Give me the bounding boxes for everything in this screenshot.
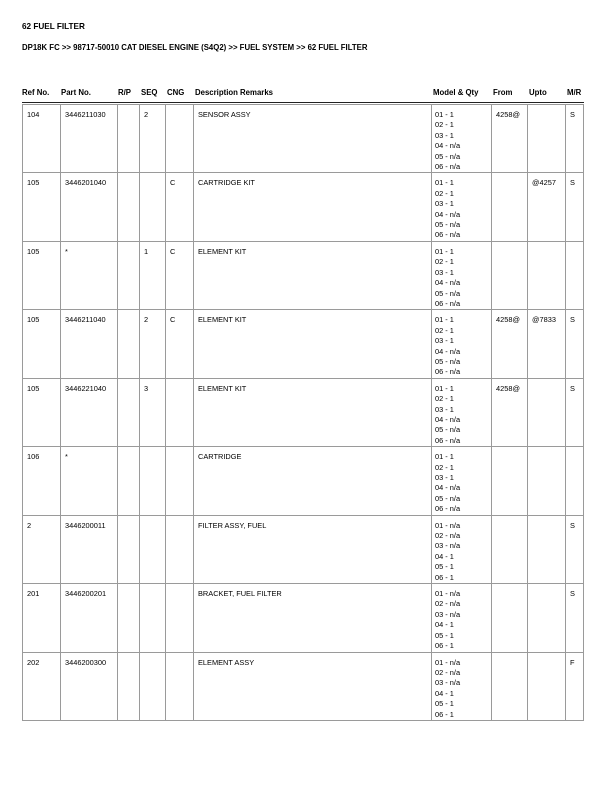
model-qty-line: 04 - n/a <box>435 278 461 288</box>
model-qty-line: 05 - n/a <box>435 220 461 230</box>
model-qty-line: 03 - 1 <box>435 130 454 140</box>
rp-cell <box>118 652 140 720</box>
model-qty-cell <box>432 241 492 309</box>
model-qty-line: 06 - 1 <box>435 572 454 582</box>
model-qty-line: 01 - 1 <box>435 452 454 462</box>
table-row <box>23 515 584 583</box>
model-qty-line: 02 - 1 <box>435 257 454 267</box>
part-no-cell: 3446201040 <box>61 173 118 241</box>
part-no-cell: * <box>61 241 118 309</box>
model-qty-cell <box>432 584 492 652</box>
model-qty-line: 03 - 1 <box>435 199 454 209</box>
cng-cell: C <box>166 173 194 241</box>
model-qty-line: 03 - 1 <box>435 336 454 346</box>
model-qty-line: 06 - n/a <box>435 162 461 172</box>
model-qty-line: 02 - 1 <box>435 188 454 198</box>
model-qty-line: 05 - 1 <box>435 699 454 709</box>
part-no-cell: 3446211030 <box>61 105 118 173</box>
rp-cell <box>118 447 140 515</box>
from-cell <box>492 652 528 720</box>
model-qty-line: 06 - n/a <box>435 230 461 240</box>
column-header-cng: CNG <box>167 88 185 97</box>
table-header <box>22 88 584 102</box>
model-qty-line: 06 - 1 <box>435 709 454 719</box>
model-qty-cell <box>432 447 492 515</box>
upto-cell: @4257 <box>528 173 566 241</box>
model-qty-line: 03 - n/a <box>435 609 461 619</box>
model-qty-cell <box>432 652 492 720</box>
mr-cell: S <box>566 105 584 173</box>
table-row <box>23 105 584 173</box>
model-qty-line: 03 - 1 <box>435 473 454 482</box>
model-qty-line: 06 - n/a <box>435 298 461 308</box>
model-qty-line: 03 - n/a <box>435 678 461 688</box>
model-qty-line: 04 - 1 <box>435 551 454 561</box>
from-cell <box>492 584 528 652</box>
rp-cell <box>118 310 140 378</box>
table-row <box>23 584 584 652</box>
model-qty-line: 05 - 1 <box>435 630 454 640</box>
model-qty-line: 02 - 1 <box>435 120 454 130</box>
upto-cell <box>528 378 566 446</box>
model-qty-line: 06 - 1 <box>435 641 454 651</box>
table-row <box>23 378 584 446</box>
mr-cell: S <box>566 584 584 652</box>
model-qty-cell <box>432 105 492 173</box>
model-qty-line: 03 - 1 <box>435 267 454 277</box>
model-qty-line: 01 - 1 <box>435 246 454 256</box>
from-cell: 4258@ <box>492 310 528 378</box>
cng-cell <box>166 447 194 515</box>
page-title: 62 FUEL FILTER <box>22 22 85 31</box>
model-qty-line: 04 - n/a <box>435 209 461 219</box>
rp-cell <box>118 241 140 309</box>
cng-cell <box>166 105 194 173</box>
description-cell: ELEMENT KIT <box>194 378 432 446</box>
cng-cell: C <box>166 241 194 309</box>
seq-cell: 2 <box>140 310 166 378</box>
model-qty-cell <box>432 515 492 583</box>
model-qty-line: 02 - n/a <box>435 531 461 541</box>
rp-cell <box>118 584 140 652</box>
model-qty-line: 03 - n/a <box>435 541 461 551</box>
ref-no-cell: 105 <box>23 241 61 309</box>
mr-cell: S <box>566 173 584 241</box>
seq-cell <box>140 173 166 241</box>
table-row <box>23 310 584 378</box>
model-qty-cell <box>432 378 492 446</box>
seq-cell <box>140 652 166 720</box>
part-no-cell: 3446200011 <box>61 515 118 583</box>
upto-cell <box>528 584 566 652</box>
from-cell: 4258@ <box>492 378 528 446</box>
upto-cell <box>528 652 566 720</box>
rp-cell <box>118 378 140 446</box>
model-qty-line: 04 - 1 <box>435 620 454 630</box>
model-qty-line: 05 - n/a <box>435 425 461 435</box>
from-cell <box>492 515 528 583</box>
model-qty-line: 05 - n/a <box>435 151 461 161</box>
model-qty-cell <box>432 310 492 378</box>
column-header-model-qty: Model & Qty <box>433 88 479 97</box>
table-row <box>23 447 584 515</box>
seq-cell: 1 <box>140 241 166 309</box>
model-qty-line: 01 - 1 <box>435 110 454 119</box>
upto-cell: @7833 <box>528 310 566 378</box>
rp-cell <box>118 173 140 241</box>
model-qty-line: 04 - n/a <box>435 141 461 151</box>
cng-cell <box>166 515 194 583</box>
table-row <box>23 241 584 309</box>
model-qty-line: 02 - 1 <box>435 325 454 335</box>
column-header-description: Description Remarks <box>195 88 273 97</box>
cng-cell <box>166 652 194 720</box>
rp-cell <box>118 105 140 173</box>
model-qty-line: 01 - 1 <box>435 383 454 393</box>
parts-table-body <box>23 105 584 721</box>
seq-cell: 2 <box>140 105 166 173</box>
model-qty-line: 01 - n/a <box>435 520 461 530</box>
model-qty-line: 05 - n/a <box>435 356 461 366</box>
description-cell: CARTRIDGE <box>194 447 432 515</box>
upto-cell <box>528 241 566 309</box>
description-cell: ELEMENT ASSY <box>194 652 432 720</box>
seq-cell: 3 <box>140 378 166 446</box>
part-no-cell: 3446200300 <box>61 652 118 720</box>
column-header-mr: M/R <box>567 88 582 97</box>
description-cell: ELEMENT KIT <box>194 310 432 378</box>
model-qty-line: 01 - n/a <box>435 589 461 599</box>
model-qty-line: 05 - n/a <box>435 288 461 298</box>
description-cell: SENSOR ASSY <box>194 105 432 173</box>
cng-cell <box>166 584 194 652</box>
from-cell: 4258@ <box>492 105 528 173</box>
ref-no-cell: 106 <box>23 447 61 515</box>
model-qty-line: 01 - 1 <box>435 315 454 325</box>
description-cell: FILTER ASSY, FUEL <box>194 515 432 583</box>
column-header-from: From <box>493 88 513 97</box>
model-qty-line: 05 - n/a <box>435 493 461 503</box>
model-qty-line: 06 - n/a <box>435 504 461 514</box>
mr-cell <box>566 241 584 309</box>
column-header-rp: R/P <box>118 88 131 97</box>
model-qty-line: 06 - n/a <box>435 367 461 377</box>
upto-cell <box>528 515 566 583</box>
model-qty-line: 06 - n/a <box>435 435 461 445</box>
ref-no-cell: 105 <box>23 378 61 446</box>
seq-cell <box>140 584 166 652</box>
parts-table <box>22 104 584 721</box>
model-qty-line: 04 - n/a <box>435 414 461 424</box>
part-no-cell: * <box>61 447 118 515</box>
upto-cell <box>528 447 566 515</box>
column-header-part-no: Part No. <box>61 88 91 97</box>
breadcrumb: DP18K FC >> 98717-50010 CAT DIESEL ENGINE (S4Q2) >> FUEL SYSTEM >> 62 FUEL FILTER <box>22 43 368 52</box>
ref-no-cell: 105 <box>23 173 61 241</box>
mr-cell <box>566 447 584 515</box>
ref-no-cell: 105 <box>23 310 61 378</box>
mr-cell: F <box>566 652 584 720</box>
description-cell: CARTRIDGE KIT <box>194 173 432 241</box>
seq-cell <box>140 447 166 515</box>
ref-no-cell: 2 <box>23 515 61 583</box>
rp-cell <box>118 515 140 583</box>
column-header-upto: Upto <box>529 88 547 97</box>
from-cell <box>492 173 528 241</box>
model-qty-line: 04 - n/a <box>435 483 461 493</box>
mr-cell: S <box>566 515 584 583</box>
model-qty-line: 01 - n/a <box>435 657 461 667</box>
model-qty-line: 03 - 1 <box>435 404 454 414</box>
column-header-seq: SEQ <box>141 88 158 97</box>
model-qty-line: 02 - n/a <box>435 667 461 677</box>
model-qty-line: 02 - 1 <box>435 394 454 404</box>
model-qty-line: 02 - 1 <box>435 462 454 472</box>
ref-no-cell: 202 <box>23 652 61 720</box>
ref-no-cell: 104 <box>23 105 61 173</box>
model-qty-line: 04 - n/a <box>435 346 461 356</box>
from-cell <box>492 447 528 515</box>
table-row <box>23 173 584 241</box>
part-no-cell: 3446221040 <box>61 378 118 446</box>
description-cell: BRACKET, FUEL FILTER <box>194 584 432 652</box>
mr-cell: S <box>566 310 584 378</box>
part-no-cell: 3446200201 <box>61 584 118 652</box>
upto-cell <box>528 105 566 173</box>
header-divider <box>22 102 584 103</box>
model-qty-line: 05 - 1 <box>435 562 454 572</box>
model-qty-cell <box>432 173 492 241</box>
from-cell <box>492 241 528 309</box>
model-qty-line: 01 - 1 <box>435 178 454 188</box>
seq-cell <box>140 515 166 583</box>
cng-cell: C <box>166 310 194 378</box>
column-header-ref-no: Ref No. <box>22 88 50 97</box>
model-qty-line: 04 - 1 <box>435 688 454 698</box>
ref-no-cell: 201 <box>23 584 61 652</box>
mr-cell: S <box>566 378 584 446</box>
model-qty-line: 02 - n/a <box>435 599 461 609</box>
description-cell: ELEMENT KIT <box>194 241 432 309</box>
table-row <box>23 652 584 720</box>
part-no-cell: 3446211040 <box>61 310 118 378</box>
cng-cell <box>166 378 194 446</box>
